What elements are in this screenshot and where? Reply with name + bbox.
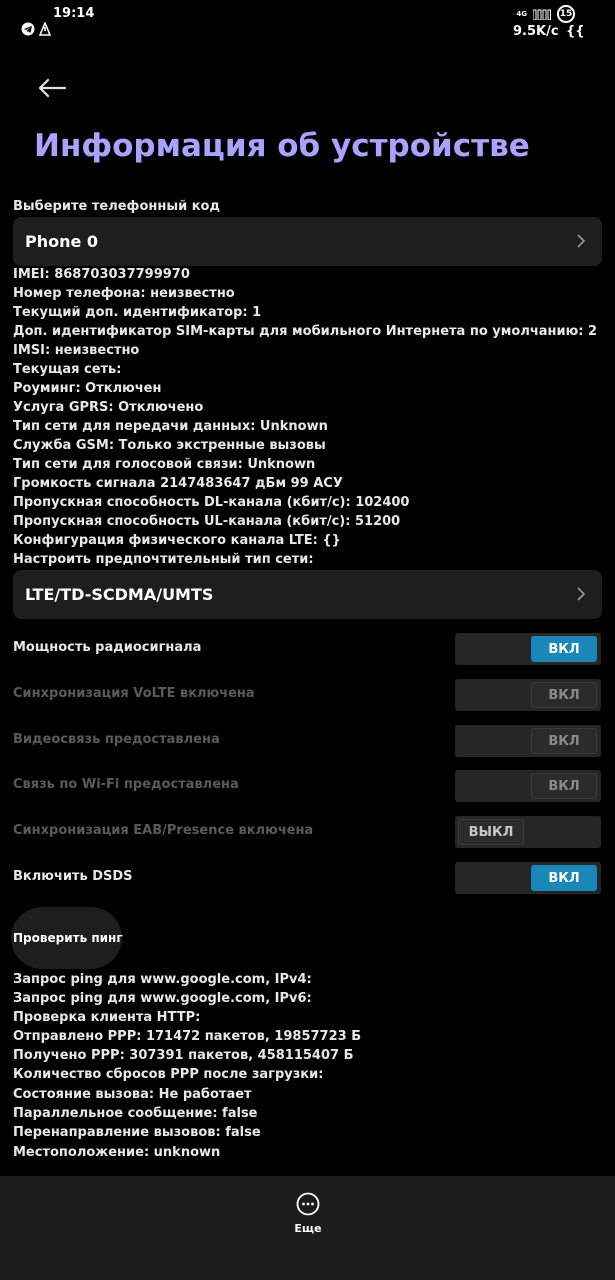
network-type-label: Настроить предпочтительный тип сети: bbox=[13, 552, 314, 567]
scroll-fade bbox=[0, 1162, 615, 1176]
info-sub-id: Текущий доп. идентификатор: 1 bbox=[13, 305, 262, 320]
network-type-value: LTE/TD-SCDMA/UMTS bbox=[25, 585, 214, 604]
toggle-state: ВЫКЛ bbox=[458, 819, 524, 845]
toggle-label-dsds: Включить DSDS bbox=[13, 869, 133, 884]
info-signal: Громкость сигнала 2147483647 дБм 99 АСУ bbox=[13, 476, 343, 491]
arrow-left-icon bbox=[37, 78, 67, 98]
more-options-icon bbox=[296, 1192, 320, 1216]
toggle-row-radio-power bbox=[13, 633, 602, 665]
toggle-state: ВКЛ bbox=[531, 636, 597, 662]
call-forwarding: Перенаправление вызовов: false bbox=[13, 1125, 261, 1140]
status-bar bbox=[0, 0, 615, 44]
ping-test-label: Проверить пинг bbox=[13, 931, 123, 945]
eab-toggle[interactable] bbox=[455, 816, 601, 848]
chevron-right-icon bbox=[576, 586, 586, 602]
status-extra-icon: {{ bbox=[566, 24, 585, 39]
toggle-row-eab bbox=[13, 816, 602, 848]
toggle-row-video bbox=[13, 725, 602, 757]
wifi-calling-toggle[interactable] bbox=[455, 770, 601, 802]
more-button[interactable] bbox=[283, 1192, 333, 1242]
volte-toggle[interactable] bbox=[455, 679, 601, 711]
toggle-state: ВКЛ bbox=[531, 682, 597, 708]
toggle-row-wifi-calling bbox=[13, 770, 602, 802]
call-state: Состояние вызова: Не работает bbox=[13, 1087, 252, 1102]
info-imsi: IMSI: неизвестно bbox=[13, 343, 140, 358]
toggle-state: ВКЛ bbox=[531, 865, 597, 891]
battery-icon: 15 bbox=[557, 5, 575, 23]
network-type-dropdown[interactable] bbox=[13, 570, 602, 619]
info-dl-bandwidth: Пропускная способность DL-канала (кбит/с): 102400 bbox=[13, 495, 410, 510]
page-title: Информация об устройстве bbox=[34, 128, 530, 164]
info-lte-config: Конфигурация физического канала LTE: {} bbox=[13, 533, 341, 548]
info-voice-net: Тип сети для голосовой связи: Unknown bbox=[13, 457, 316, 472]
back-button[interactable] bbox=[32, 70, 72, 106]
info-data-net-type: Тип сети для передачи данных: Unknown bbox=[13, 419, 328, 434]
toggle-state: ВКЛ bbox=[531, 773, 597, 799]
toggle-row-volte bbox=[13, 679, 602, 711]
network-type-label: 4G bbox=[516, 10, 527, 18]
location: Местоположение: unknown bbox=[13, 1145, 221, 1160]
network-speed: 9.5K/c bbox=[513, 24, 559, 39]
warning-icon bbox=[39, 22, 51, 36]
phone-select-label: Выберите телефонный код bbox=[13, 199, 220, 214]
toggle-label-radio-power: Мощность радиосигнала bbox=[13, 640, 202, 655]
signal-icon bbox=[533, 8, 551, 20]
toggle-label-volte: Синхронизация VoLTE включена bbox=[13, 686, 255, 701]
dsds-toggle[interactable] bbox=[455, 862, 601, 894]
toggle-label-wifi-calling: Связь по Wi-Fi предоставлена bbox=[13, 777, 239, 792]
notification-icons bbox=[21, 22, 51, 36]
info-current-net: Текущая сеть: bbox=[13, 362, 122, 377]
ping-test-button[interactable] bbox=[11, 907, 122, 969]
ping-ipv6: Запрос ping для www.google.com, IPv6: bbox=[13, 991, 312, 1006]
info-data-sub-id: Доп. идентификатор SIM-карты для мобильного Интернета по умолчанию: 2 bbox=[13, 324, 598, 339]
more-label: Еще bbox=[294, 1222, 322, 1235]
video-toggle[interactable] bbox=[455, 725, 601, 757]
phone-select-value: Phone 0 bbox=[25, 232, 99, 251]
toggle-label-video: Видеосвязь предоставлена bbox=[13, 732, 220, 747]
phone-select-dropdown[interactable] bbox=[13, 217, 602, 266]
info-phone-number: Номер телефона: неизвестно bbox=[13, 286, 235, 301]
ppp-sent: Отправлено PPP: 171472 пакетов, 19857723 Б bbox=[13, 1029, 362, 1044]
telegram-icon bbox=[21, 22, 35, 36]
info-gprs: Услуга GPRS: Отключено bbox=[13, 400, 204, 415]
toggle-state: ВКЛ bbox=[531, 728, 597, 754]
ping-ipv4: Запрос ping для www.google.com, IPv4: bbox=[13, 972, 312, 987]
info-roaming: Роуминг: Отключен bbox=[13, 381, 162, 396]
radio-power-toggle[interactable] bbox=[455, 633, 601, 665]
info-ul-bandwidth: Пропускная способность UL-канала (кбит/с): 51200 bbox=[13, 514, 401, 529]
http-client-test: Проверка клиента HTTP: bbox=[13, 1010, 201, 1025]
message-waiting: Параллельное сообщение: false bbox=[13, 1106, 258, 1121]
info-imei: IMEI: 868703037799970 bbox=[13, 267, 190, 282]
toggle-label-eab: Синхронизация EAB/Presence включена bbox=[13, 823, 314, 838]
ppp-received: Получено PPP: 307391 пакетов, 458115407 Б bbox=[13, 1048, 354, 1063]
info-gsm: Служба GSM: Только экстренные вызовы bbox=[13, 438, 326, 453]
status-time: 19:14 bbox=[53, 6, 95, 21]
chevron-right-icon bbox=[576, 233, 586, 249]
ppp-resets: Количество сбросов PPP после загрузки: bbox=[13, 1067, 324, 1082]
toggle-row-dsds bbox=[13, 862, 602, 894]
status-right-icons bbox=[516, 5, 575, 23]
